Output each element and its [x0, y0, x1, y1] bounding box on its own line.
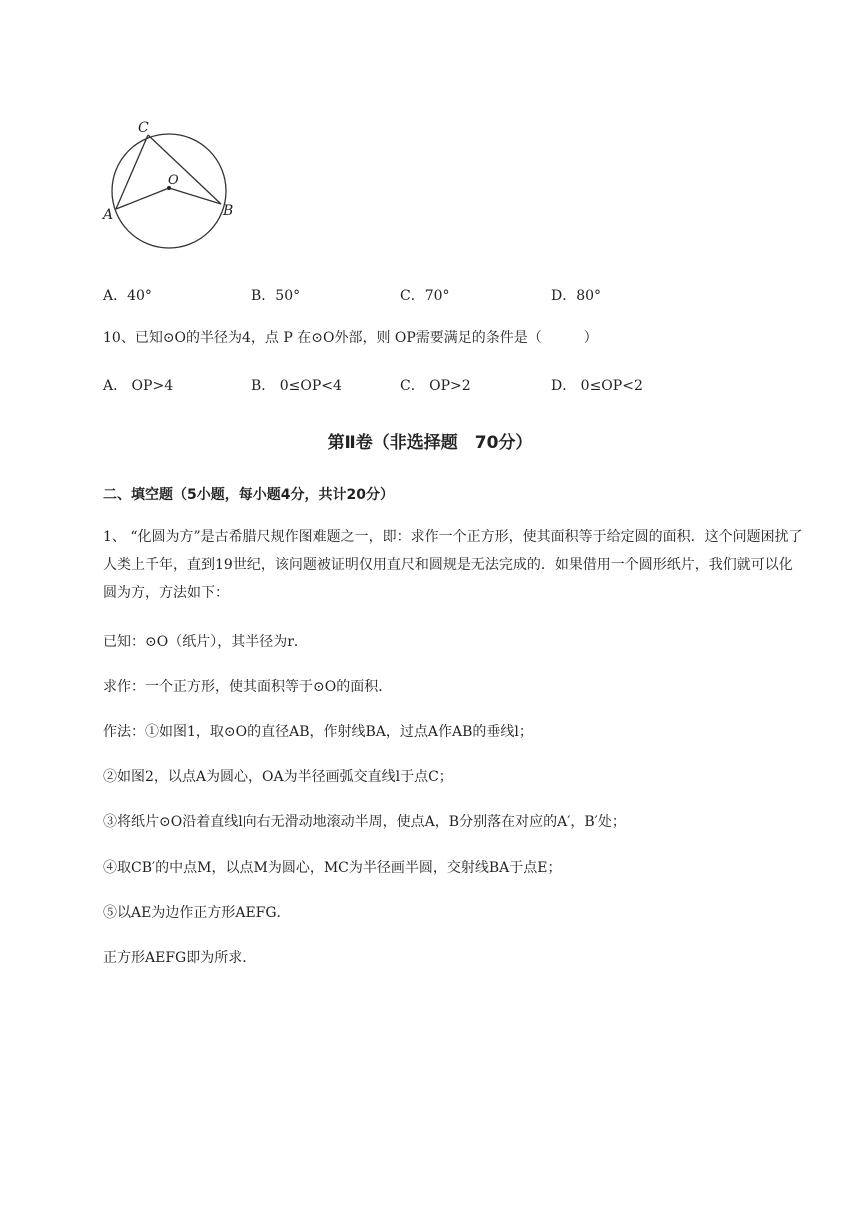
label-B: B — [223, 203, 234, 219]
step-4: ④取CB′的中点M，以点M为圆心，MC为半径画半圆，交射线BA于点E； — [103, 860, 562, 876]
step-5: ⑤以AE为边作正方形AEFG． — [103, 905, 291, 921]
q10-choice-b: B． 0≤OP<4 — [251, 378, 342, 394]
circle-outline — [112, 134, 226, 248]
step-1: 作法：①如图1，取⊙O的直径AB，作射线BA，过点A作AB的垂线l； — [103, 724, 533, 740]
q10-choice-c: C． OP>2 — [400, 378, 471, 394]
step-3: ③将纸片⊙O沿着直线l向右无滑动地滚动半周，使点A，B分别落在对应的A′，B′处； — [103, 814, 626, 830]
construct-line: 求作：一个正方形，使其面积等于⊙O的面积． — [103, 679, 393, 695]
q10-choice-a: A． OP>4 — [103, 378, 174, 394]
circle-figure — [98, 114, 248, 264]
label-O: O — [168, 173, 179, 188]
q9-choice-a: A．40° — [103, 288, 152, 304]
q9-choice-c: C．70° — [400, 288, 450, 304]
label-A: A — [103, 207, 114, 223]
label-C: C — [138, 120, 149, 136]
conclusion: 正方形AEFG即为所求． — [103, 950, 257, 966]
known-line: 已知：⊙O（纸片），其半径为r． — [103, 634, 308, 650]
q10-stem: 10、已知⊙O的半径为4，点 P 在⊙O外部，则 OP需要满足的条件是（ ） — [103, 330, 598, 346]
part-title: 二、填空题（5小题，每小题4分，共计20分） — [103, 487, 394, 503]
q10-choice-d: D． 0≤OP<2 — [551, 378, 643, 394]
chord-CB — [148, 135, 221, 204]
q9-choice-b: B．50° — [251, 288, 301, 304]
section-title: 第Ⅱ卷（非选择题 70分） — [327, 433, 533, 453]
q9-choice-d: D．80° — [551, 288, 602, 304]
question-1-paragraph: 1、 “化圆为方”是古希腊尺规作图难题之一，即：求作一个正方形，使其面积等于给定圆的面积．这个问题困扰了人类上千年，直到19世纪，该问题被证明仅用直尺和圆规是无法完成的．如果借用一个圆形纸片，我们就可以化圆为方，方法如下： — [103, 529, 803, 601]
step-2: ②如图2，以点A为圆心，OA为半径画弧交直线l于点C； — [103, 769, 453, 785]
